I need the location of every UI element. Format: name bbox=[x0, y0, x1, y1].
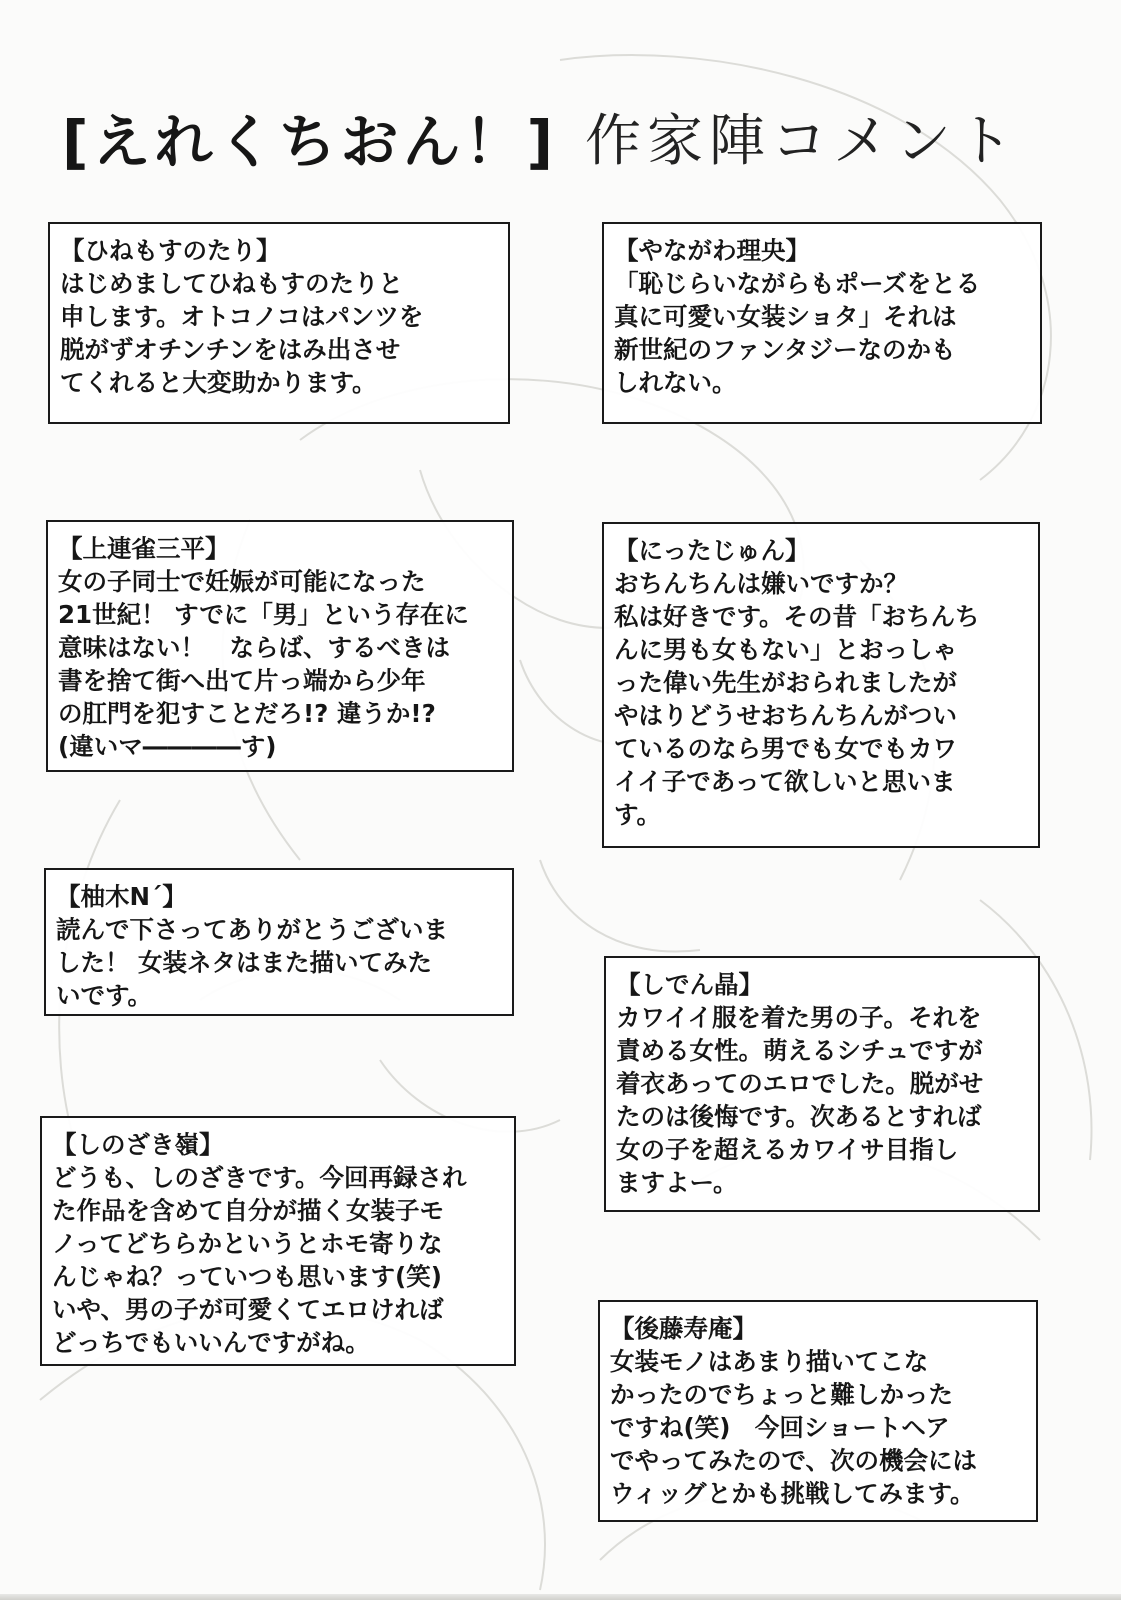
comment-line: カワイイ服を着た男の子。それを bbox=[616, 1003, 982, 1032]
comment-line: 21世紀！ すでに「男」という存在に bbox=[58, 600, 469, 629]
title-main: [えれくちおん！] bbox=[62, 108, 558, 176]
comment-line: 私は好きです。その昔「おちんち bbox=[614, 602, 980, 631]
comment-line: いや、男の子が可愛くてエロければ bbox=[52, 1295, 444, 1324]
comment-line: どうも、しのざきです。今回再録され bbox=[52, 1163, 467, 1192]
comment-line: ノってどちらかというとホモ寄りな bbox=[52, 1229, 443, 1258]
comment-line: 女の子同士で妊娠が可能になった bbox=[58, 567, 426, 596]
comment-box-shinozaki bbox=[40, 1116, 516, 1366]
comment-line: 書を捨て街へ出て片っ端から少年 bbox=[58, 666, 426, 695]
comment-line: ますよー。 bbox=[616, 1168, 738, 1197]
comment-line: 申します。オトコノコはパンツを bbox=[60, 302, 424, 331]
comment-line: た作品を含めて自分が描く女装子モ bbox=[52, 1196, 444, 1225]
comment-line: 読んで下さってありがとうございま bbox=[56, 915, 448, 944]
comment-line: 「恥じらいながらもポーズをとる bbox=[614, 269, 981, 298]
comment-line: 着衣あってのエロでした。脱がせ bbox=[616, 1069, 984, 1098]
comment-box-nittajun bbox=[602, 522, 1040, 848]
comment-line: ているのなら男でも女でもカワ bbox=[614, 734, 957, 763]
comment-line: 女の子を超えるカワイサ目指し bbox=[616, 1135, 959, 1164]
comment-line: 女装モノはあまり描いてこな bbox=[610, 1347, 929, 1376]
comment-line: はじめましてひねもすのたりと bbox=[60, 269, 403, 298]
comment-line: した！ 女装ネタはまた描いてみた bbox=[56, 948, 433, 977]
comment-author: 【しのざき嶺】 bbox=[52, 1130, 224, 1159]
comment-line: ですね(笑) 今回ショートヘア bbox=[610, 1413, 950, 1442]
comment-line: んに男も女もない」とおっしゃ bbox=[614, 635, 957, 664]
comment-author: 【上連雀三平】 bbox=[58, 534, 230, 563]
comment-author: 【にったじゅん】 bbox=[614, 536, 810, 565]
comment-line: 責める女性。萌えるシチュですが bbox=[616, 1036, 983, 1065]
comment-box-goto bbox=[598, 1300, 1038, 1522]
comment-box-hinemosu bbox=[48, 222, 510, 424]
title-sub: 作家陣コメント bbox=[585, 109, 1020, 174]
comment-line: おちんちんは嫌いですか？ bbox=[614, 569, 908, 598]
comment-line: イイ子であって欲しいと思いま bbox=[614, 767, 956, 796]
comment-line: の肛門を犯すことだろ!? 違うか!? bbox=[58, 699, 436, 728]
comment-line: す。 bbox=[614, 800, 662, 829]
comment-author: 【ひねもすのたり】 bbox=[60, 236, 281, 265]
comment-line: (違いマ――――す) bbox=[58, 732, 277, 761]
comment-author: 【柚木N´】 bbox=[56, 882, 187, 911]
comment-line: しれない。 bbox=[614, 368, 737, 397]
comment-line: った偉い先生がおられましたが bbox=[614, 668, 957, 697]
comment-box-shiden bbox=[604, 956, 1040, 1212]
comment-line: 新世紀のファンタジーなのかも bbox=[614, 335, 956, 364]
comment-line: どっちでもいいんですがね。 bbox=[52, 1328, 370, 1357]
page-edge bbox=[0, 1594, 1121, 1600]
comment-box-yuzuki bbox=[44, 868, 514, 1016]
comment-line: でやってみたので、次の機会には bbox=[610, 1446, 978, 1475]
comment-author: 【しでん晶】 bbox=[616, 970, 763, 999]
comment-line: 意味はない！ ならば、するべきは bbox=[58, 633, 450, 662]
comment-line: てくれると大変助かります。 bbox=[60, 368, 377, 397]
comment-box-kamirenjaku bbox=[46, 520, 514, 772]
comment-line: ウィッグとかも挑戦してみます。 bbox=[610, 1479, 975, 1508]
comment-line: かったのでちょっと難しかった bbox=[610, 1380, 953, 1409]
page-title bbox=[62, 95, 1019, 175]
comment-line: たのは後悔です。次あるとすれば bbox=[616, 1102, 982, 1131]
comment-line: 脱がずオチンチンをはみ出させ bbox=[60, 335, 401, 364]
comment-line: いです。 bbox=[56, 981, 153, 1010]
comment-box-yanagawa bbox=[602, 222, 1042, 424]
comment-line: やはりどうせおちんちんがつい bbox=[614, 701, 957, 730]
comment-line: 真に可愛い女装ショタ」それは bbox=[614, 302, 957, 331]
comment-author: 【やながわ理央】 bbox=[614, 236, 810, 265]
comment-line: んじゃね？っていつも思います(笑) bbox=[52, 1262, 442, 1291]
comment-author: 【後藤寿庵】 bbox=[610, 1314, 757, 1343]
